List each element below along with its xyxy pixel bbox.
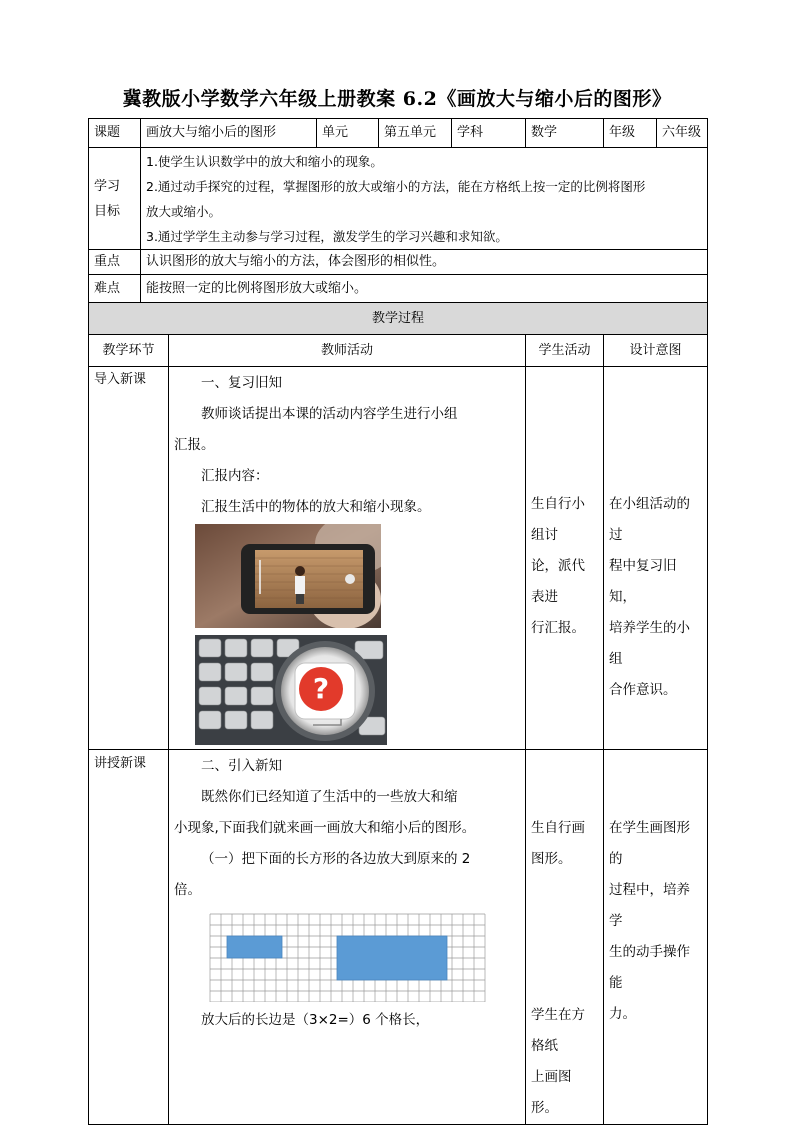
grade-value: 六年级 bbox=[657, 119, 708, 148]
objective-line: 2.通过动手探究的过程，掌握图形的放大或缩小的方法，能在方格纸上按一定的比例将图形 bbox=[146, 178, 646, 194]
student-cell: 生自行画图形。 学生在方格纸 上画图形。 bbox=[526, 750, 604, 1125]
grid-paper bbox=[208, 912, 490, 1002]
student-cell: 生自行小组讨 论，派代表进 行汇报。 bbox=[526, 367, 604, 750]
table-row bbox=[89, 750, 708, 1125]
stage-cell: 讲授新课 bbox=[89, 750, 169, 1125]
unit-label: 单元 bbox=[317, 119, 379, 148]
objective-line: 3.通过学学生主动参与学习过程，激发学生的学习兴趣和求知欲。 bbox=[146, 228, 508, 244]
process-title-row bbox=[89, 303, 708, 335]
process-title: 教学过程 bbox=[89, 303, 708, 335]
objectives-row bbox=[89, 148, 708, 250]
col-student: 学生活动 bbox=[526, 335, 604, 367]
subject-label: 学科 bbox=[452, 119, 526, 148]
intent-cell: 在小组活动的过 程中复习旧知， 培养学生的小组 合作意识。 bbox=[604, 367, 708, 750]
key-point-text: 认识图形的放大与缩小的方法，体会图形的相似性。 bbox=[141, 250, 708, 275]
topic-value: 画放大与缩小后的图形 bbox=[141, 119, 317, 148]
header-row bbox=[89, 119, 708, 148]
stage-cell: 导入新课 bbox=[89, 367, 169, 750]
question-icon: ? bbox=[312, 672, 330, 705]
grade-label: 年级 bbox=[604, 119, 657, 148]
objective-line: 放大或缩小。 bbox=[146, 203, 222, 219]
key-point-label: 重点 bbox=[89, 250, 141, 275]
objectives-label: 学习 目标 bbox=[89, 148, 141, 250]
page-title: 冀教版小学数学六年级上册教案 6.2《画放大与缩小后的图形》 bbox=[122, 88, 672, 110]
col-stage: 教学环节 bbox=[89, 335, 169, 367]
column-header-row bbox=[89, 335, 708, 367]
intent-cell: 在学生画图形的 过程中，培养学 生的动手操作能 力。 bbox=[604, 750, 708, 1125]
topic-label: 课题 bbox=[89, 119, 141, 148]
col-intent: 设计意图 bbox=[604, 335, 708, 367]
lesson-plan-table bbox=[88, 118, 708, 1125]
keyboard-photo bbox=[195, 635, 387, 745]
original-rectangle bbox=[227, 936, 282, 958]
difficulty-text: 能按照一定的比例将图形放大或缩小。 bbox=[141, 275, 708, 303]
key-point-row bbox=[89, 250, 708, 275]
phone-photo bbox=[195, 524, 381, 628]
subject-value: 数学 bbox=[526, 119, 604, 148]
difficulty-row bbox=[89, 275, 708, 303]
teacher-cell: 二、引入新知 既然你们已经知道了生活中的一些放大和缩 小现象,下面我们就来画一画放大和缩小后的图形。 （一）把下面的长方形的各边放大到原来的 2 倍。 放大后的长边是（3×2=）6 个格长， bbox=[169, 750, 526, 1125]
col-teacher: 教师活动 bbox=[169, 335, 526, 367]
unit-value: 第五单元 bbox=[379, 119, 452, 148]
objective-line: 1.使学生认识数学中的放大和缩小的现象。 bbox=[146, 153, 383, 169]
objectives-text bbox=[141, 148, 708, 250]
table-row bbox=[89, 367, 708, 750]
difficulty-label: 难点 bbox=[89, 275, 141, 303]
enlarged-rectangle bbox=[337, 936, 447, 980]
teacher-cell: 一、复习旧知 教师谈话提出本课的活动内容学生进行小组 汇报。 汇报内容： 汇报生活中的物体的放大和缩小现象。 ? bbox=[169, 367, 526, 750]
